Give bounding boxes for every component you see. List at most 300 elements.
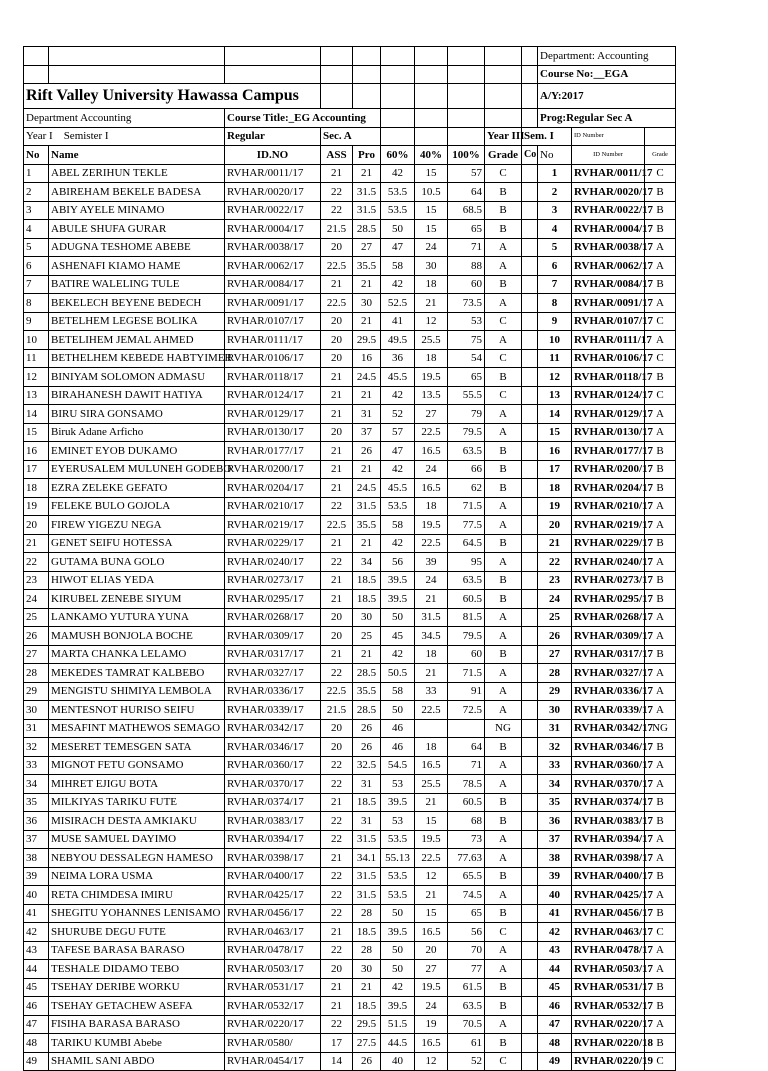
score-pro: 18.5 [353,590,381,609]
row-number-right: 42 [538,923,572,942]
table-row [24,886,676,905]
grade: B [485,590,522,609]
student-id-right: RVHAR/0210/17 [572,497,645,516]
column-header-row [24,146,676,165]
col-100: 100% [448,146,485,165]
score-60: 40 [381,1052,415,1071]
score-40: 39 [415,553,448,572]
student-id-right: RVHAR/0336/17 [572,682,645,701]
student-id-right: RVHAR/0339/17 [572,701,645,720]
score-40: 18 [415,275,448,294]
score-total: 78.5 [448,775,485,794]
grade-right: B [645,275,676,294]
table-row [24,682,676,701]
student-id: RVHAR/0398/17 [225,849,321,868]
grade: A [485,775,522,794]
score-40: 16.5 [415,479,448,498]
score-total: 63.5 [448,997,485,1016]
row-number: 3 [24,201,49,220]
student-name: MUSE SAMUEL DAYIMO [49,830,225,849]
row-number: 4 [24,220,49,239]
score-pro: 31.5 [353,183,381,202]
grade-right: NG [645,719,676,738]
student-id-right: RVHAR/0011/17 [572,164,645,183]
table-row [24,812,676,831]
score-pro: 26 [353,442,381,461]
score-pro: 29.5 [353,1015,381,1034]
student-name: ABIREHAM BEKELE BADESA [49,183,225,202]
student-id-right: RVHAR/0383/17 [572,812,645,831]
table-row [24,553,676,572]
co-cell [522,664,538,683]
score-60: 36 [381,349,415,368]
student-id: RVHAR/0454/17 [225,1052,321,1071]
score-ass: 20 [321,627,353,646]
row-number: 41 [24,904,49,923]
table-row [24,608,676,627]
grade: B [485,571,522,590]
student-name: BIRAHANESH DAWIT HATIYA [49,386,225,405]
student-id-right: RVHAR/0398/17 [572,849,645,868]
row-number-right: 37 [538,830,572,849]
student-id: RVHAR/0268/17 [225,608,321,627]
student-id: RVHAR/0210/17 [225,497,321,516]
grade: A [485,960,522,979]
score-60: 39.5 [381,571,415,590]
col-40: 40% [415,146,448,165]
co-cell [522,812,538,831]
table-row [24,775,676,794]
score-total: 73 [448,830,485,849]
section-label: Sec. A [321,127,381,146]
co-cell [522,608,538,627]
grade-right: B [645,978,676,997]
score-40: 21 [415,294,448,313]
score-pro: 32.5 [353,756,381,775]
score-40: 21 [415,664,448,683]
table-row [24,164,676,183]
co-cell [522,590,538,609]
year-label: Year I [26,130,53,143]
grade-right: B [645,220,676,239]
score-pro: 35.5 [353,682,381,701]
row-number-right: 39 [538,867,572,886]
score-40: 22.5 [415,849,448,868]
row-number-right: 40 [538,886,572,905]
student-id-right: RVHAR/0370/17 [572,775,645,794]
score-ass: 21 [321,849,353,868]
score-60: 42 [381,534,415,553]
score-ass: 21 [321,793,353,812]
score-60: 57 [381,423,415,442]
row-number: 16 [24,442,49,461]
score-total: 77 [448,960,485,979]
score-40: 12 [415,312,448,331]
row-number: 27 [24,645,49,664]
row-number: 6 [24,257,49,276]
score-60: 42 [381,275,415,294]
row-number-right: 25 [538,608,572,627]
score-40: 25.5 [415,331,448,350]
table-row [24,442,676,461]
row-number: 21 [24,534,49,553]
score-60: 42 [381,460,415,479]
score-ass: 20 [321,312,353,331]
score-total: 63.5 [448,571,485,590]
table-row [24,349,676,368]
grade: A [485,664,522,683]
score-total: 88 [448,257,485,276]
score-total: 64 [448,738,485,757]
grade: C [485,312,522,331]
score-ass: 22 [321,201,353,220]
course-title: Course Title:_EG Accounting [225,109,381,128]
co-cell [522,368,538,387]
co-cell [522,997,538,1016]
score-60: 42 [381,978,415,997]
co-cell [522,849,538,868]
score-60: 44.5 [381,1034,415,1053]
student-id-right: RVHAR/0342/17 [572,719,645,738]
student-id: RVHAR/0240/17 [225,553,321,572]
score-total [448,719,485,738]
row-number-right: 18 [538,479,572,498]
score-ass: 22 [321,941,353,960]
score-40: 18 [415,349,448,368]
row-number-right: 23 [538,571,572,590]
score-total: 65 [448,904,485,923]
course-no: Course No:__EGA [538,65,676,84]
co-cell [522,312,538,331]
student-id-right: RVHAR/0219/17 [572,516,645,535]
score-pro: 37 [353,423,381,442]
score-ass: 21 [321,405,353,424]
student-id-right: RVHAR/0084/17 [572,275,645,294]
grade: A [485,682,522,701]
row-number: 26 [24,627,49,646]
score-60: 52.5 [381,294,415,313]
student-id: RVHAR/0273/17 [225,571,321,590]
table-row [24,386,676,405]
score-ass: 20 [321,738,353,757]
table-row [24,867,676,886]
score-40: 19.5 [415,516,448,535]
grade-sheet [23,46,676,1071]
row-number-right: 31 [538,719,572,738]
student-id-right: RVHAR/0107/17 [572,312,645,331]
score-40: 19.5 [415,368,448,387]
table-row [24,941,676,960]
score-pro: 21 [353,645,381,664]
grade-right: B [645,867,676,886]
score-40: 33 [415,682,448,701]
score-total: 54 [448,349,485,368]
score-ass: 21 [321,275,353,294]
co-cell [522,701,538,720]
table-row [24,183,676,202]
grade-right: A [645,294,676,313]
student-id-right: RVHAR/0394/17 [572,830,645,849]
score-total: 77.5 [448,516,485,535]
student-name: NEIMA LORA USMA [49,867,225,886]
grade-right: A [645,960,676,979]
score-pro: 21 [353,275,381,294]
student-name: ABIY AYELE MINAMO [49,201,225,220]
grade-right: C [645,164,676,183]
score-total: 60 [448,275,485,294]
student-id: RVHAR/0463/17 [225,923,321,942]
row-number-right: 16 [538,442,572,461]
student-id-right: RVHAR/0038/17 [572,238,645,257]
grade-right: A [645,405,676,424]
student-id: RVHAR/0130/17 [225,423,321,442]
grade-right: B [645,590,676,609]
score-60: 42 [381,164,415,183]
table-row [24,460,676,479]
score-pro: 27.5 [353,1034,381,1053]
student-id-right: RVHAR/0346/17 [572,738,645,757]
regular-label: Regular [225,127,321,146]
grade-right: A [645,516,676,535]
row-number-right: 43 [538,941,572,960]
co-cell [522,682,538,701]
grade-right: B [645,534,676,553]
header-row-2 [24,65,676,84]
score-60: 41 [381,312,415,331]
row-number: 39 [24,867,49,886]
score-40: 18 [415,497,448,516]
student-id: RVHAR/0531/17 [225,978,321,997]
table-row [24,497,676,516]
score-ass: 21 [321,386,353,405]
student-id: RVHAR/0309/17 [225,627,321,646]
row-number: 2 [24,183,49,202]
score-40 [415,719,448,738]
student-name: EMINET EYOB DUKAMO [49,442,225,461]
table-row [24,275,676,294]
score-total: 75 [448,331,485,350]
score-total: 60.5 [448,590,485,609]
score-ass: 22.5 [321,682,353,701]
table-row [24,405,676,424]
table-row [24,201,676,220]
student-name: ABEL ZERIHUN TEKLE [49,164,225,183]
student-id: RVHAR/0004/17 [225,220,321,239]
id-number-top: ID Number [572,127,645,146]
score-60: 53.5 [381,830,415,849]
grade-right: C [645,349,676,368]
grade-right: A [645,553,676,572]
score-total: 55.5 [448,386,485,405]
row-number-right: 10 [538,331,572,350]
score-pro: 31 [353,812,381,831]
grade: A [485,849,522,868]
student-name: TARIKU KUMBI Abebe [49,1034,225,1053]
student-id: RVHAR/0383/17 [225,812,321,831]
row-number: 25 [24,608,49,627]
co-cell [522,571,538,590]
grade: B [485,220,522,239]
table-row [24,368,676,387]
student-name: RETA CHIMDESA IMIRU [49,886,225,905]
grade-right: B [645,738,676,757]
row-number: 24 [24,590,49,609]
score-60: 53.5 [381,201,415,220]
col-60: 60% [381,146,415,165]
student-id: RVHAR/0204/17 [225,479,321,498]
score-ass: 21 [321,460,353,479]
score-ass: 22 [321,867,353,886]
student-id-right: RVHAR/0118/17 [572,368,645,387]
student-name: MILKIYAS TARIKU FUTE [49,793,225,812]
grade: A [485,516,522,535]
student-id: RVHAR/0220/17 [225,1015,321,1034]
score-40: 19.5 [415,978,448,997]
score-total: 68 [448,812,485,831]
score-ass: 21 [321,479,353,498]
score-ass: 21 [321,923,353,942]
row-number-right: 1 [538,164,572,183]
row-number-right: 38 [538,849,572,868]
grade: B [485,201,522,220]
score-pro: 18.5 [353,997,381,1016]
score-total: 62 [448,479,485,498]
score-total: 60.5 [448,793,485,812]
score-pro: 28.5 [353,220,381,239]
score-total: 64 [448,183,485,202]
score-total: 71 [448,238,485,257]
student-id: RVHAR/0020/17 [225,183,321,202]
student-id: RVHAR/0370/17 [225,775,321,794]
grade: A [485,294,522,313]
header-row-4 [24,109,676,128]
score-pro: 29.5 [353,331,381,350]
student-id: RVHAR/0118/17 [225,368,321,387]
score-total: 56 [448,923,485,942]
student-name: NEBYOU DESSALEGN HAMESO [49,849,225,868]
grade: A [485,257,522,276]
table-row [24,664,676,683]
row-number: 10 [24,331,49,350]
row-number-right: 35 [538,793,572,812]
score-40: 21 [415,590,448,609]
score-pro: 21 [353,164,381,183]
score-40: 19 [415,1015,448,1034]
score-60: 46 [381,719,415,738]
score-60: 50.5 [381,664,415,683]
score-pro: 21 [353,978,381,997]
score-60: 53.5 [381,886,415,905]
grade: NG [485,719,522,738]
score-40: 16.5 [415,1034,448,1053]
table-row [24,220,676,239]
score-60: 39.5 [381,923,415,942]
score-60: 45.5 [381,368,415,387]
row-number: 19 [24,497,49,516]
score-40: 24 [415,238,448,257]
score-40: 15 [415,812,448,831]
score-40: 24 [415,460,448,479]
row-number: 34 [24,775,49,794]
row-number-right: 49 [538,1052,572,1071]
student-id-right: RVHAR/0020/17 [572,183,645,202]
score-pro: 28.5 [353,701,381,720]
score-40: 15 [415,904,448,923]
grade: A [485,608,522,627]
score-pro: 21 [353,312,381,331]
grade: C [485,349,522,368]
score-40: 16.5 [415,756,448,775]
score-60: 42 [381,386,415,405]
score-60: 50 [381,220,415,239]
student-id: RVHAR/0038/17 [225,238,321,257]
score-pro: 21 [353,460,381,479]
row-number-right: 9 [538,312,572,331]
score-ass: 21 [321,164,353,183]
student-name: BETELIHEM JEMAL AHMED [49,331,225,350]
student-id-right: RVHAR/0220/17 [572,1015,645,1034]
col-grade: Grade [485,146,522,165]
student-id: RVHAR/0456/17 [225,904,321,923]
grade: A [485,405,522,424]
row-number: 30 [24,701,49,720]
row-number-right: 47 [538,1015,572,1034]
student-id-right: RVHAR/0478/17 [572,941,645,960]
co-cell [522,645,538,664]
row-number-right: 17 [538,460,572,479]
student-name: EZRA ZELEKE GEFATO [49,479,225,498]
header-row-1 [24,47,676,66]
score-total: 70.5 [448,1015,485,1034]
score-total: 63.5 [448,442,485,461]
score-pro: 18.5 [353,571,381,590]
grade-right: A [645,941,676,960]
score-60: 45.5 [381,479,415,498]
co-cell [522,886,538,905]
row-number: 47 [24,1015,49,1034]
row-number-right: 22 [538,553,572,572]
grade-right: B [645,442,676,461]
row-number: 23 [24,571,49,590]
row-number-right: 41 [538,904,572,923]
col-no: No [24,146,49,165]
student-name: BIRU SIRA GONSAMO [49,405,225,424]
grade-right: B [645,812,676,831]
row-number-right: 29 [538,682,572,701]
student-id: RVHAR/0219/17 [225,516,321,535]
score-pro: 26 [353,738,381,757]
student-id-right: RVHAR/0220/18 [572,1034,645,1053]
score-total: 73.5 [448,294,485,313]
grade: B [485,534,522,553]
score-40: 10.5 [415,183,448,202]
row-number: 45 [24,978,49,997]
score-40: 27 [415,405,448,424]
row-number: 48 [24,1034,49,1053]
student-id: RVHAR/0091/17 [225,294,321,313]
student-name: BATIRE WALELING TULE [49,275,225,294]
student-name: KIRUBEL ZENEBE SIYUM [49,590,225,609]
co-cell [522,627,538,646]
grade-right: C [645,312,676,331]
co-cell [522,830,538,849]
table-row [24,793,676,812]
student-id: RVHAR/0339/17 [225,701,321,720]
grade: B [485,645,522,664]
grade: B [485,997,522,1016]
row-number-right: 13 [538,386,572,405]
student-id-right: RVHAR/0531/17 [572,978,645,997]
